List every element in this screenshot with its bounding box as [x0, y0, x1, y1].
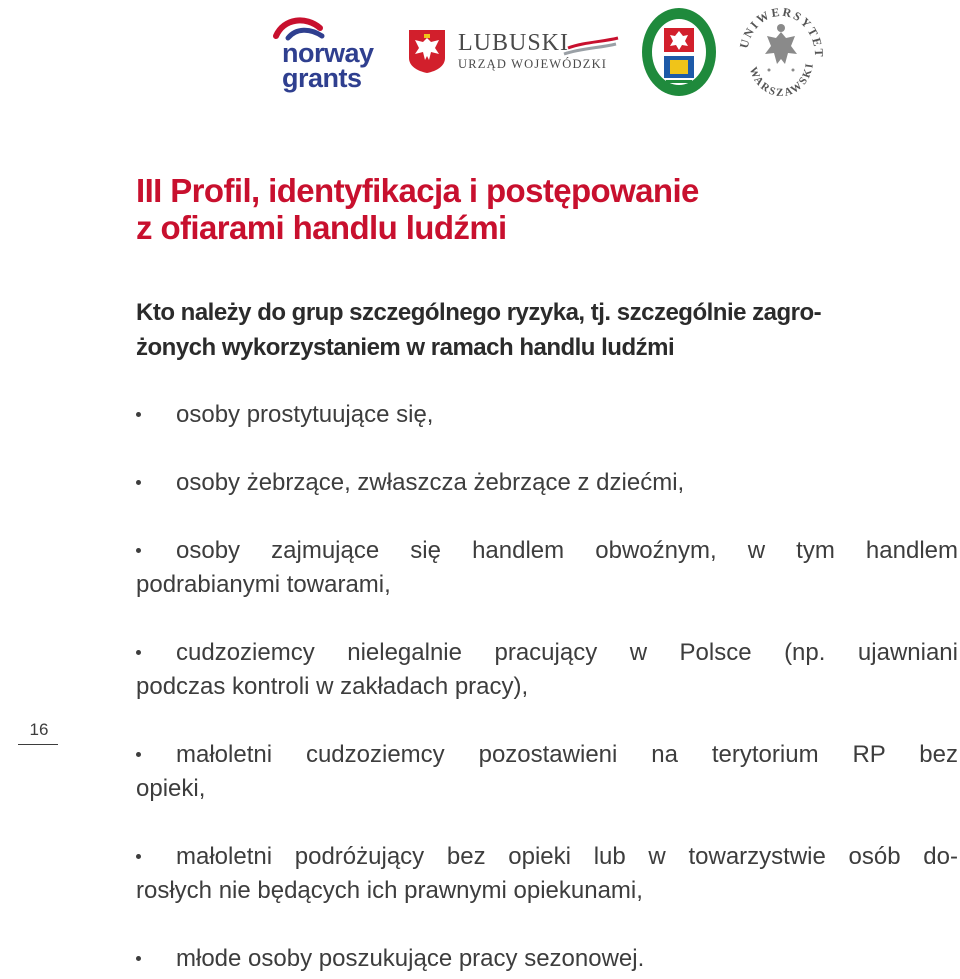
university-seal-bottom-text: WARSZAWSKI [746, 61, 817, 98]
list-item-line: małoletni cudzoziemcy pozostawieni na terytorium RP bez [176, 741, 958, 768]
bullet-icon [136, 752, 141, 757]
lubuski-name: LUBUSKI [458, 30, 570, 56]
section-title-line-1: III Profil, identyfikacja i postępowanie [136, 172, 699, 209]
bullet-icon [136, 650, 141, 655]
polish-eagle-emblem-icon [407, 28, 447, 74]
list-item-line: osoby prostytuujące się, [176, 401, 434, 428]
norway-grants-line2: grants [282, 63, 362, 93]
list-item [136, 534, 958, 602]
bullet-icon [136, 480, 141, 485]
list-item-line: młode osoby poszukujące pracy sezonowej. [176, 945, 645, 972]
list-item-line: osoby zajmujące się handlem obwoźnym, w tym handlem [176, 537, 958, 564]
list-item-line: podrabianymi towarami, [136, 571, 391, 598]
bullet-icon [136, 854, 141, 859]
list-item-line: podczas kontroli w zakładach pracy), [136, 673, 529, 700]
list-item-line: rosłych nie będących ich prawnymi opiekunami, [136, 877, 643, 904]
lubuski-logo [458, 30, 628, 74]
bullet-icon [136, 412, 141, 417]
list-item [136, 398, 958, 432]
list-item [136, 466, 958, 500]
svg-text:WARSZAWSKI [747, 61, 816, 98]
page-number: 16 [29, 720, 49, 739]
lubuski-subtitle: URZĄD WOJEWÓDZKI [458, 57, 608, 71]
norway-grants-logo [270, 14, 390, 98]
list-item [136, 840, 958, 908]
university-seal-top-text: UNIWERSYTET [737, 6, 825, 60]
list-item-line: małoletni podróżujący bez opieki lub w towarzystwie osób do- [176, 843, 958, 870]
bullet-icon [136, 956, 141, 961]
list-item-line: osoby żebrzące, zwłaszcza żebrzące z dziećmi, [176, 469, 685, 496]
list-item [136, 636, 958, 704]
section-subtitle [136, 295, 956, 365]
logo-bar [0, 0, 960, 110]
bullet-icon [136, 548, 141, 553]
list-item [136, 942, 958, 976]
list-item [136, 738, 958, 806]
list-item-line: cudzoziemcy nielegalnie pracujący w Polsce (np. ujawniani [176, 639, 958, 666]
page-number-rule [18, 744, 58, 745]
lubuski-stripes-icon [562, 36, 620, 58]
university-warsaw-seal-icon [737, 6, 825, 98]
section-title-line-2: z ofiarami handlu ludźmi [136, 209, 507, 246]
section-title [136, 172, 916, 246]
norway-grants-line1: norway [282, 38, 374, 68]
list-item-line: opieki, [136, 775, 206, 802]
section-subtitle-line-1: Kto należy do grup szczególnego ryzyka, tj. szczególnie zagro- [136, 299, 822, 326]
section-subtitle-line-2: żonych wykorzystaniem w ramach handlu ludźmi [136, 334, 675, 361]
border-guard-seal-icon [640, 6, 718, 98]
